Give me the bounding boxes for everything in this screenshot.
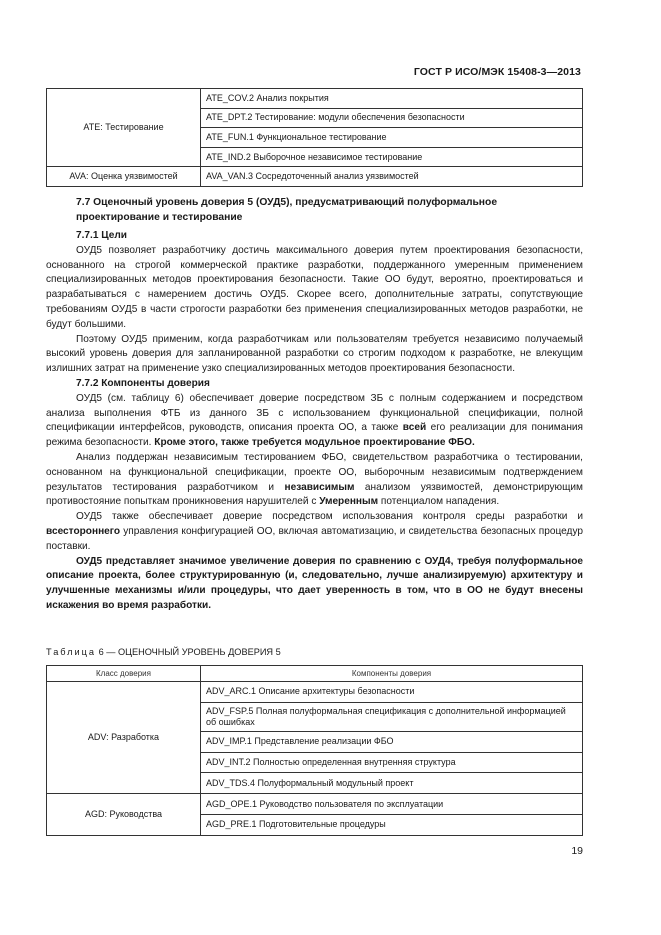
component-cell: ADV_TDS.4 Полуформальный модульный проект	[201, 773, 583, 794]
table-caption	[46, 647, 281, 657]
table-header-row	[47, 666, 583, 682]
text-run: ОУД5 (см. таблицу 6) обеспечивает доверие посредством ЗБ с полным содержанием и посредством анализа выполнения ФТБ из данного ЗБ с использованием функциональной спецификации, полной спецификации интерфейсов, руководств, описания проекта ОО, а также	[46, 392, 583, 434]
emphasis: Умеренным	[319, 496, 379, 508]
table-row	[47, 794, 583, 815]
emphasis: всестороннего	[46, 525, 121, 537]
column-header: Компоненты доверия	[201, 666, 583, 682]
component-cell: ATE_DPT.2 Тестирование: модули обеспечения безопасности	[201, 108, 583, 128]
component-cell: AGD_OPE.1 Руководство пользователя по эксплуатации	[201, 794, 583, 815]
subsection-heading-components: 7.7.2 Компоненты доверия	[76, 377, 210, 389]
assurance-table-6	[46, 665, 583, 836]
component-cell: ATE_IND.2 Выборочное независимое тестирование	[201, 147, 583, 167]
component-cell: ADV_INT.2 Полностью определенная внутренняя структура	[201, 752, 583, 773]
assurance-class-cell: ADV: Разработка	[47, 682, 201, 794]
emphasis: Кроме этого, также требуется модульное проектирование ФБО.	[154, 437, 475, 449]
assurance-class-cell: ATE: Тестирование	[47, 89, 201, 167]
table-row	[47, 682, 583, 703]
text-run: его реализации для понимания режима безопасности.	[46, 422, 584, 449]
component-cell: ADV_FSP.5 Полная полуформальная спецификация с дополнительной информацией об ошибках	[201, 702, 583, 731]
main-text	[46, 195, 583, 614]
table-row	[47, 89, 583, 109]
paragraph: ОУД5 позволяет разработчику достичь максимального доверия путем проектирования безопасности, основанного на строгой коммерческой практике разработки, поддержанного умеренным применением специализированных методов проектирования безопасности. Такие ОО будут, вероятно, проектироваться и разрабатываться с намерением достичь ОУД5. Скорее всего, дополнительные затраты, сопутствующие требованиям ОУД5 в части строгости разработки без применения специализированных методов разработки, не будут большими.	[46, 244, 583, 330]
text-run: анализом уязвимостей, демонстрирующим противостояние попыткам проникновения нарушителей с	[46, 481, 583, 508]
component-cell: AGD_PRE.1 Подготовительные процедуры	[201, 814, 583, 835]
assurance-class-cell: AGD: Руководства	[47, 794, 201, 836]
section-heading: 7.7 Оценочный уровень доверия 5 (ОУД5), предусматривающий полуформальное проектирование и тестирование	[76, 197, 498, 223]
document-header: ГОСТ Р ИСО/МЭК 15408-3—2013	[413, 66, 581, 78]
component-cell: AVA_VAN.3 Сосредоточенный анализ уязвимостей	[201, 167, 583, 187]
paragraph	[46, 451, 583, 510]
emphasis: независимым	[284, 481, 355, 493]
paragraph	[46, 510, 583, 554]
assurance-table-continued	[46, 88, 583, 187]
text-run: потенциалом нападения.	[378, 496, 500, 508]
caption-text: 6 — ОЦЕНОЧНЫЙ УРОВЕНЬ ДОВЕРИЯ 5	[98, 647, 281, 657]
paragraph-bold: ОУД5 представляет значимое увеличение доверия по сравнению с ОУД4, требуя полуформальное описание проекта, более структурированную (и, следовательно, лучше анализируемую) архитектуру и улучшенные механизмы и/или процедуры, что дает уверенность в том, что в ОО не будут внесены искажения во время разработки.	[46, 555, 583, 611]
text-run: управления конфигурацией ОО, включая автоматизацию, и свидетельства безопасных процедур поставки.	[46, 525, 583, 552]
text-run: Анализ поддержан независимым тестированием ФБО, свидетельством разработчика о тестировании, основанном на функциональной спецификации, проекте ОО, выборочным независимым подтверждением результатов тестирования разработчиком и	[46, 451, 583, 493]
component-cell: ATE_COV.2 Анализ покрытия	[201, 89, 583, 109]
emphasis: всей	[402, 422, 427, 434]
text-run: ОУД5 также обеспечивает доверие посредством использования контроля среды разработки и	[76, 511, 583, 523]
assurance-class-cell: AVA: Оценка уязвимостей	[47, 167, 201, 187]
page-number: 19	[571, 845, 583, 857]
component-cell: ATE_FUN.1 Функциональное тестирование	[201, 128, 583, 148]
component-cell: ADV_IMP.1 Представление реализации ФБО	[201, 731, 583, 752]
caption-label: Таблица	[46, 647, 97, 657]
paragraph	[46, 392, 583, 451]
table-row	[47, 167, 583, 187]
component-cell: ADV_ARC.1 Описание архитектуры безопасности	[201, 682, 583, 703]
column-header: Класс доверия	[47, 666, 201, 682]
paragraph: Поэтому ОУД5 применим, когда разработчикам или пользователям требуется независимо получаемый высокий уровень доверия для запланированной разработки со строгим подходом к разработке, не влекущим излишних затрат на применение узко специализированных методов проектирования безопасности.	[46, 333, 583, 375]
subsection-heading-goals: 7.7.1 Цели	[76, 230, 127, 241]
